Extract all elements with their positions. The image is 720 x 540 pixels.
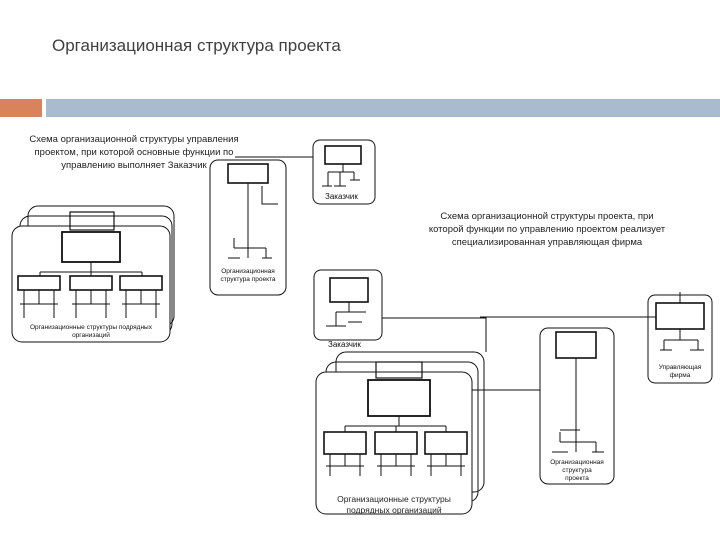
right-project-label-line-2: структура <box>562 467 592 474</box>
left-customer-label: Заказчик <box>325 192 358 201</box>
left-contractors-block <box>12 206 174 342</box>
right-caption-line-3: специализированная управляющая фирма <box>451 237 643 248</box>
right-firm-label-line-2: фирма <box>669 372 691 379</box>
left-contractors-label <box>14 324 168 340</box>
right-caption-line-2: которой функции по управлению проектом реализует <box>428 224 666 235</box>
page-title: Организационная структура проекта <box>52 36 341 55</box>
left-caption-line-3: управлению выполняет Заказчик <box>61 160 207 171</box>
right-customer-label: Заказчик <box>328 340 361 349</box>
right-project-label-line-3: проекта <box>565 475 589 482</box>
left-project-label-line-2: структура проекта <box>220 276 276 283</box>
right-contractors-label <box>318 494 470 516</box>
left-contractors-label-line-1: Организационные структуры подрядных <box>30 324 152 331</box>
left-project-structure-label <box>212 268 284 284</box>
left-caption-line-1: Схема организационной структуры управления <box>29 134 239 145</box>
right-project-label-line-1: Организационная <box>550 459 604 466</box>
right-project-structure-label <box>542 459 612 483</box>
right-scheme-caption <box>392 210 702 249</box>
right-contractors-label-line-2: подрядных организаций <box>346 505 442 515</box>
right-firm-label-line-1: Управляющая <box>658 364 702 371</box>
left-scheme-caption <box>0 133 268 172</box>
right-firm-label <box>650 364 710 380</box>
left-caption-line-2: проектом, при которой основные функции по <box>34 147 234 158</box>
right-contractors-label-line-1: Организационные структуры <box>337 494 451 504</box>
left-project-label-line-1: Организационная <box>221 268 275 275</box>
left-contractors-label-line-2: организаций <box>72 332 110 339</box>
right-contractors-block <box>316 352 484 514</box>
right-caption-line-1: Схема организационной структуры проекта, при <box>440 211 654 222</box>
